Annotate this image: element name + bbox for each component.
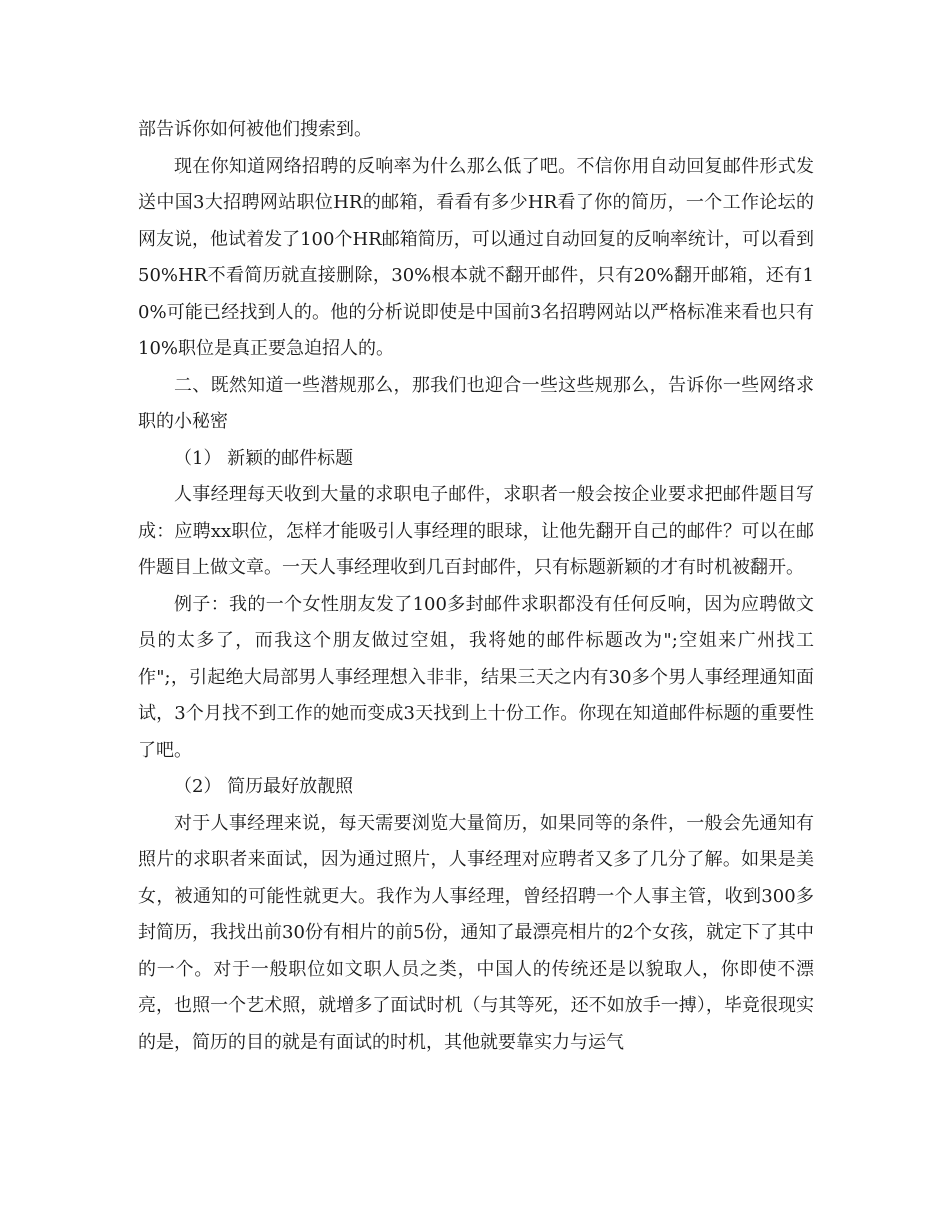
paragraph-resume-photo: 对于人事经理来说，每天需要浏览大量简历，如果同等的条件，一般会先通知有照片的求职者来面试，因为通过照片，人事经理对应聘者又多了几分了解。如果是美女，被通知的可能性就更大。我作为人事经理，曾经招聘一个人事主管，收到300多封简历，我找出前30份有相片的前5份，通知了最漂亮相片的2个女孩，就定下了其中的一个。对于一般职位如文职人员之类，中国人的传统还是以貌取人，你即使不漂亮，也照一个艺术照，就增多了面试时机（与其等死，还不如放手一搏），毕竟很现实的是，简历的目的就是有面试的时机，其他就要靠实力与运气 <box>138 812 814 1053</box>
paragraph-example: 例子：我的一个女性朋友发了100多封邮件求职都没有任何反响，因为应聘做文员的太多了，而我这个朋友做过空姐，我将她的邮件标题改为";空姐来广州找工作";，引起绝大局部男人事经理想入非非，结果三天之内有30多个男人事经理通知面试，3个月找不到工作的她而变成3天找到上十份工作。你现在知道邮件标题的重要性了吧。 <box>138 593 814 761</box>
paragraph-continuation: 部告诉你如何被他们搜索到。 <box>138 119 372 140</box>
section-heading-2: 二、既然知道一些潜规那么，那我们也迎合一些这些规那么，告诉你一些网络求职的小秘密 <box>138 374 814 432</box>
paragraph-email-subject: 人事经理每天收到大量的求职电子邮件，求职者一般会按企业要求把邮件题目写成：应聘xx职位，怎样才能吸引人事经理的眼球，让他先翻开自己的邮件？可以在邮件题目上做文章。一天人事经理收到几百封邮件，只有标题新颖的才有时机被翻开。 <box>138 484 814 578</box>
document-body <box>138 112 814 1061</box>
subheading-2-resume-photo: （2） 简历最好放靓照 <box>174 776 354 797</box>
subheading-1-email-subject: （1） 新颖的邮件标题 <box>174 447 354 469</box>
paragraph-response-rate: 现在你知道网络招聘的反响率为什么那么低了吧。不信你用自动回复邮件形式发送中国3大招聘网站职位HR的邮箱，看看有多少HR看了你的简历，一个工作论坛的网友说，他试着发了100个HR邮箱简历，可以通过自动回复的反响率统计，可以看到50%HR不看简历就直接删除，30%根本就不翻开邮件，只有20%翻开邮箱，还有10%可能已经找到人的。他的分析说即使是中国前3名招聘网站以严格标准来看也只有10%职位是真正要急迫招人的。 <box>138 155 814 359</box>
